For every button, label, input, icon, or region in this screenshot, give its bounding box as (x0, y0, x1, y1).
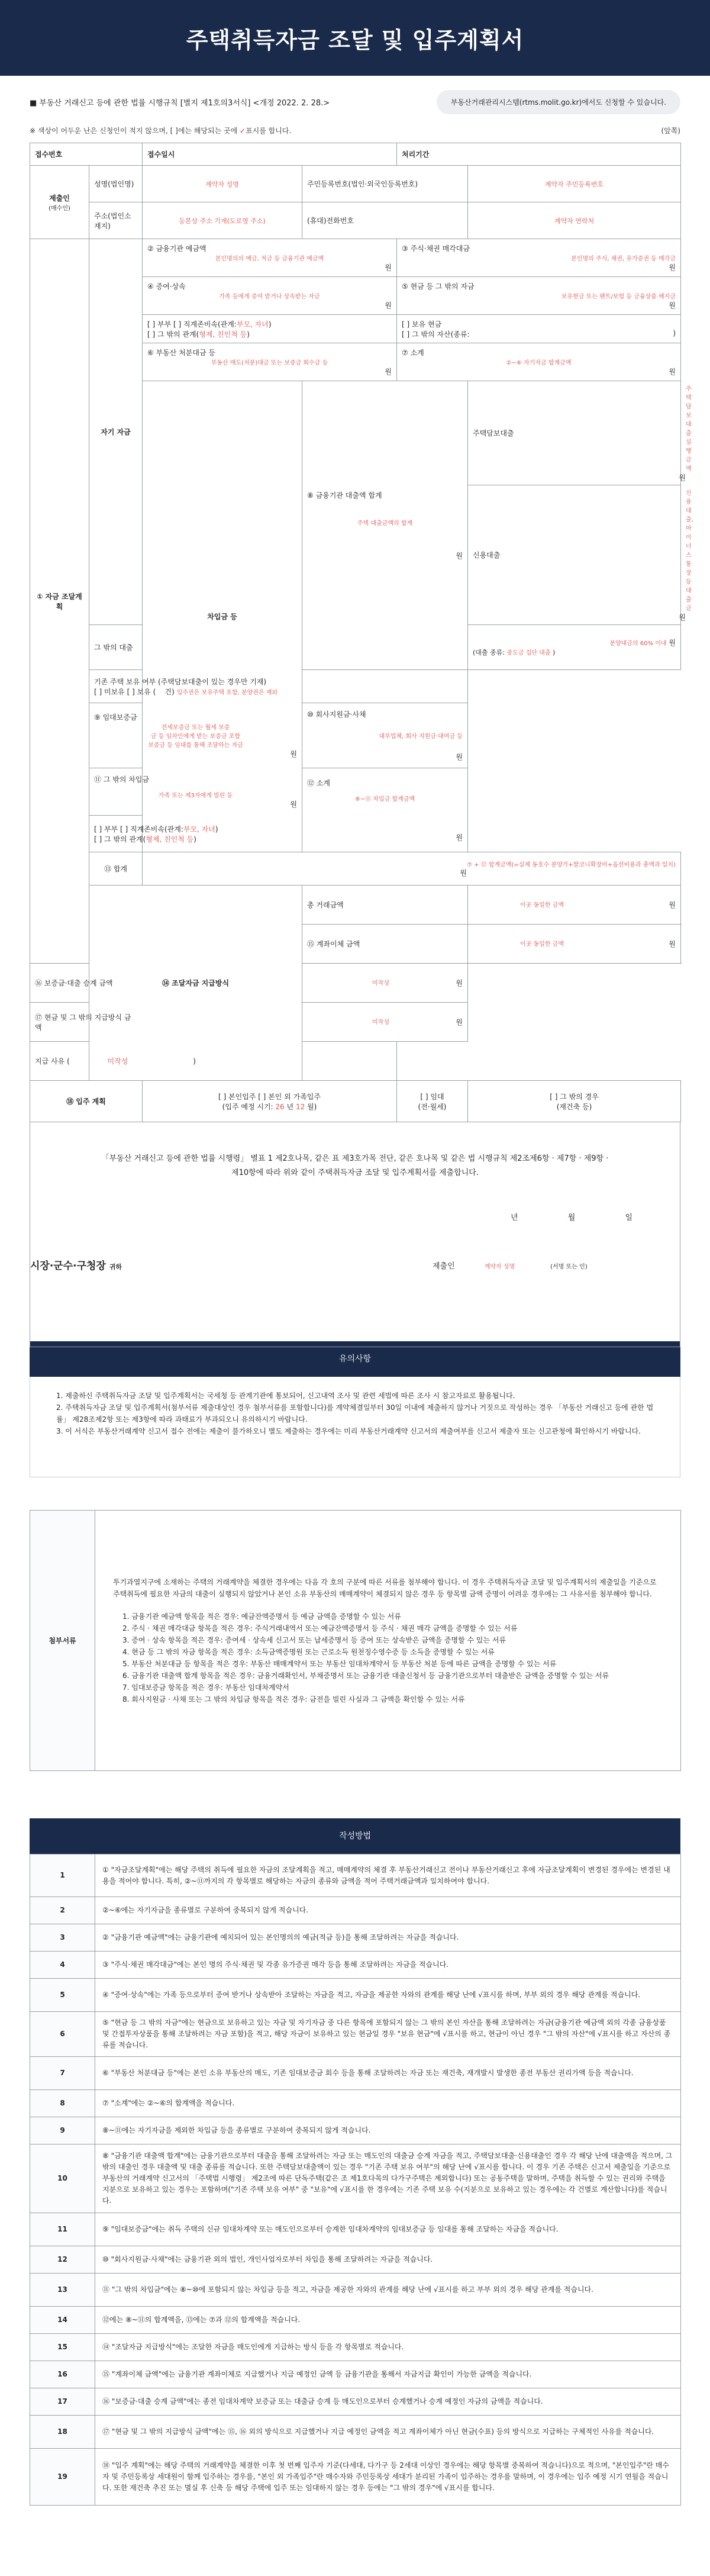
attach-item: 5. 부동산 처분대금 등 항목을 적은 경우: 부동산 매매계약서 또는 부동산 임대차계약서 등 부동산 처분 등에 따른 금액을 증명할 수 있는 서류 (122, 1659, 557, 1668)
method-row (30, 2012, 681, 2057)
gift-relation[interactable]: [ ] 부부 [ ] 직계존비속(관계:부모, 자녀) [ ] 그 밖의 관계(형제, 친인척 등) (143, 315, 397, 343)
field-other-borrowing[interactable]: ⑪ 그 밖의 차입금 가족 또는 제3자에게 빌린 등 원 (89, 768, 302, 816)
method-row (30, 2213, 681, 2246)
method-row (30, 2274, 681, 2307)
name-label: 성명(법인명) (89, 166, 143, 202)
method-title: 작성방법 (30, 1818, 680, 1854)
borrowing-relation[interactable]: [ ] 부부 [ ] 직계존비속(관계:부모, 자녀) [ ] 그 밖의 관계(형제, 친인척 등) (89, 816, 302, 852)
method-text: ⑨ "임대보증금"에는 취득 주택의 신규 임대차계약 또는 매도인으로부터 승계한 임대차계약의 임대보증금 등 임대를 통해 조달하는 자금을 적습니다. (95, 2213, 681, 2246)
method-row (30, 2307, 681, 2334)
payment-label: ⑭ 조달자금 지급방식 (89, 886, 302, 1081)
method-number: 13 (30, 2274, 95, 2307)
method-number: 9 (30, 2117, 95, 2144)
method-number: 15 (30, 2334, 95, 2361)
applicant-label: 제출인 (매수인) (30, 166, 89, 239)
submitter: 제출인 계약자 성명 (서명 또는 인) (433, 1262, 588, 1271)
succession-value[interactable]: 미작성 원 (302, 964, 468, 1003)
other-loan-label: 그 밖의 대출 (89, 625, 143, 670)
method-text: ⑮ "계좌이체 금액"에는 금융기관 계좌이체로 지급했거나 지급 예정인 금액 등 금융기관을 통해서 자금지급 확인이 가능한 금액을 적습니다. (95, 2361, 681, 2388)
attach-item: 4. 현금 등 그 밖의 자금 항목을 적은 경우: 소득금액증명원 또는 근로소득 원천징수영수증 등 소득을 증명할 수 있는 서류 (122, 1647, 495, 1656)
field-bank-loan[interactable]: ⑧ 금융기관 대출액 합계 주택 대출금액의 합계 원 (302, 381, 468, 670)
address-label: 주소(법인소재지) (89, 202, 143, 239)
method-number: 3 (30, 1924, 95, 1952)
method-row (30, 2361, 681, 2388)
method-text: ⑫에는 ⑧~⑪의 합계액을, ⑬에는 ⑦과 ⑫의 합계액을 적습니다. (95, 2307, 681, 2334)
date-line: 년 월 일 (511, 1213, 632, 1222)
method-text: ⑩ "회사지원금·사채"에는 금융기관 외의 법인, 개인사업자로부터 차입을 통해 조달하려는 자금을 적습니다. (95, 2246, 681, 2274)
method-number: 11 (30, 2213, 95, 2246)
method-number: 18 (30, 2416, 95, 2449)
occupancy-other[interactable]: [ ] 그 밖의 경우 (재건축 등) (468, 1081, 681, 1122)
phone-value[interactable]: 계약자 연락처 (468, 202, 681, 239)
front-label: (앞쪽) (661, 127, 680, 135)
declaration-text: 「부동산 거래신고 등에 관한 법률 시행령」 별표 1 제2호나목, 같은 표 제3호가목 전단, 같은 호나목 및 같은 법 시행규칙 제2조제6항 · 제7항 · 제9항 · 제10항에 따라 위와 같이 주택취득자금 조달 및 입주계획서를 제출합니다. (101, 1154, 609, 1177)
method-table (30, 1854, 681, 2506)
total-value: ⑦ + ⑫ 합계금액(=실제 동호수 분양가+발코니확장비+옵션비용과 총액과 일치) 원 (143, 852, 681, 886)
fill-note-row (0, 125, 710, 136)
attach-item: 7. 임대보증금 항목을 적은 경우: 부동산 임대차계약서 (122, 1683, 289, 1692)
method-row (30, 2144, 681, 2213)
method-row (30, 2334, 681, 2361)
method-number: 8 (30, 2090, 95, 2117)
field-deposit[interactable]: ② 금융기관 예금액 본인명의의 예금, 적금 등 금융기관 예금액 원 (143, 239, 397, 277)
field-cash[interactable]: ⑤ 현금 등 그 밖의 자금 보유현금 또는 팬트/보험 등 금융상품 해지금 원 (397, 277, 681, 315)
cash-pay-value[interactable]: 미작성 원 (302, 1003, 468, 1042)
form-table: 접수번호 접수일시 처리기간 제출인 (매수인) 성명(법인명) 계약자 성명 주민등록번호(법인·외국인등록번호) 계약자 주민등록번호 주소(법인소재지) 등본상 주소 기재(도로명 주소) (휴대)전화번호 계약자 연락처 ① 자금 조달계획 자기 자금 ② 금융기관 예금액 본인명의의 예금, 적금 등 금융기관 예금액 원 ③ 주식·채권 매각대금 본인명의 주식, 채권, 유가증권 등 매각금 원 ④ 증여·상속 가족 등에게 증여 받거나 상속받는 자금 원 ⑤ 현금 등 그 밖의 자금 보유현금 또는 팬트/보험 등 금융상품 해지금 원 [ ] 부부 [ ] 직계존비속(관계:부모, 자녀) [ ] 그 밖의 관계(형제, 친인척 등) [ ] 보유 현금 [ ] 그 밖의 자산(종류: ) ⑥ 부동산 처분대금 등 부동산 매도(처분)대금 또는 보증금 회수금 등 원 ⑦ 소계 ②~⑥ 자기자금 합계금액 원 차입금 등 ⑧ 금융기관 대출액 합계 주택 대출금액의 합계 원 주택담보대출 주택담보대출 실행금액 원 신용대출 신용대출, 마이너스통장 등 대출금 원 그 밖의 대출 분양대금의 60% 이내 원 (대출 종류: 중도금 집단 대출 ) 기존 주택 보유 여부 (주택담보대출이 있는 경우만 기재) [ ] 미보유 [ ] 보유 ( 건) 입주권은 보유주택 포함, 분양권은 제외 ⑨ 임대보증금 전세보증금 또는 월세 보증 금 등 임차인에게 받는 보증금 포함 보증금 등 임대를 통해 조달하는 자금 원 ⑩ 회사지원금·사채 대부업체, 회사 지원금·대여금 등 원 ⑪ 그 밖의 차입금 가족 또는 제3자에게 빌린 등 원 ⑫ 소계 ⑧~⑪ 차입금 합계금액 원 [ ] 부부 [ ] 직계존비속(관계:부모, 자녀) [ ] 그 밖의 관계(형제, 친인척 등) ⑬ 합계 ⑦ + ⑫ 합계금액(=실제 동호수 분양가+발코니확장비+옵션비용과 총액과 일치) 원 ⑭ 조달자금 지급방식 총 거래금액 이곳 동일한 금액 원 ⑮ 계좌이체 금액 이곳 동일한 금액 원 ⑯ 보증금·대출 승계 금액 미작성 원 ⑰ 현금 및 그 밖의 지급방식 금액 미작성 원 지급 사유 ( 미작성 ) ⑱ 입주 계획 [ ] 본인입주 [ ] 본인 외 가족입주 (입주 예정 시기: 26 년 12 월) [ ] 임대 (전·월세) [ ] 그 밖의 경우 (재건축 등) (30, 143, 681, 1122)
method-row (30, 2090, 681, 2117)
method-text: ⑥ "부동산 처분대금 등"에는 본인 소유 부동산의 매도, 기존 임대보증금 회수 등을 통해 조달하려는 자금 또는 재건축, 재개발시 발생한 종전 부동산 권리가액 등을 적습니다. (95, 2057, 681, 2090)
method-row (30, 1897, 681, 1924)
method-number: 17 (30, 2388, 95, 2416)
method-row (30, 1924, 681, 1952)
method-number: 12 (30, 2246, 95, 2274)
method-text: ① "자금조달계획"에는 해당 주택의 취득에 필요한 자금의 조달계획을 적고, 매매계약의 체결 후 부동산거래신고 전이나 부동산거래신고 후에 자금조달계획이 변경된 경우에는 변경된 내용을 적어야 합니다. 특히, ②~⑪까지의 각 항목별로 해당하는 자금의 종류와 금액을 적어 주택거래금액과 일치하여야 합니다. (95, 1854, 681, 1897)
method-text: ⑤ "현금 등 그 밖의 자금"에는 현금으로 보유하고 있는 자금 및 자기자금 중 다른 항목에 포함되지 않는 그 밖의 본인 자산을 통해 조달하려는 자금(금융기관 예금액 외의 각종 금융상품 및 간접투자상품을 통해 조달하려는 자금 포함)을 적고, 해당 자금이 보유하고 있는 현금일 경우 "보유 현금"에 √표시를 하고, 현금이 아닌 경우 "그 밖의 자산"에 √표시를 하고 자산의 종류를 적습니다. (95, 2012, 681, 2057)
attach-item: 3. 증여 · 상속 항목을 적은 경우: 증여세 · 상속세 신고서 또는 납세증명서 등 증여 또는 상속받은 금액을 증명할 수 있는 서류 (122, 1635, 506, 1644)
declaration-box (30, 1122, 680, 1347)
method-text: ⑱ "입주 계획"에는 해당 주택의 거래계약을 체결한 이후 첫 번째 입주자 기준(다세대, 다가구 등 2세대 이상인 경우에는 해당 항목별 중복하여 적습니다)으로 적으며, "본인입주"란 매수자 및 주민등록상 세대원이 함께 입주하는 경우를, "본인 외 가족입주"란 매수자와 주민등록상 세대가 분리된 가족이 입주하는 경우를 말하며, 이 경우에는 입주 예정 시기 연월을 적습니다. 또한 재건축 추진 또는 멸실 후 신축 등 해당 주택에 입주 또는 임대하지 않는 경우 등에는 "그 밖의 경우"에 √표시를 합니다. (95, 2449, 681, 2506)
method-number: 7 (30, 2057, 95, 2090)
credit-label: 신용대출 (468, 485, 681, 625)
payment-total-label: 총 거래금액 (302, 886, 468, 925)
method-number: 1 (30, 1854, 95, 1897)
transfer-label: ⑮ 계좌이체 금액 (302, 925, 468, 964)
method-text: ⑪ "그 밖의 차입금"에는 ⑧~⑩에 포함되지 않는 차입금 등을 적고, 자금을 제공한 자와의 관계를 해당 난에 √표시를 하고 부부 외의 경우 해당 관계를 적습니다. (95, 2274, 681, 2307)
method-text: ②~⑥에는 자기자금을 종류별로 구분하여 중복되지 않게 적습니다. (95, 1897, 681, 1924)
loan-funds-label: 차입금 등 (143, 381, 302, 852)
method-number: 4 (30, 1952, 95, 1979)
fill-note: ※ 색상이 어두운 난은 신청인이 적지 않으며, [ ]에는 해당되는 곳에 ✓표시를 합니다. (30, 127, 292, 135)
plan-label: ① 자금 조달계획 (30, 239, 89, 964)
online-link[interactable]: 부동산거래관리시스템(rtms.molit.go.kr)에서도 신청할 수 있습니다. (437, 90, 680, 114)
pay-reason[interactable]: 지급 사유 ( 미작성 ) (30, 1042, 397, 1081)
method-number: 2 (30, 1897, 95, 1924)
address-value[interactable]: 등본상 주소 기재(도로명 주소) (143, 202, 302, 239)
notice-item: 3. 이 서식은 부동산거래계약 신고서 접수 전에는 제출이 불가하오니 별도 제출하는 경우에는 미리 부동산거래계약 신고서의 제출여부를 신고서 제출자 또는 신고관청에 확인하시기 바랍니다. (56, 1427, 641, 1435)
method-number: 14 (30, 2307, 95, 2334)
method-number: 5 (30, 1979, 95, 2012)
law-row (0, 89, 710, 115)
check-icon: ✓ (240, 127, 246, 135)
field-subtotal-loan: ⑫ 소계 ⑧~⑪ 차입금 합계금액 원 (302, 768, 468, 852)
field-company-loan[interactable]: ⑩ 회사지원금·사채 대부업체, 회사 지원금·대여금 등 원 (302, 703, 468, 768)
transfer-value[interactable]: 이곳 동일한 금액 원 (468, 925, 681, 964)
method-row (30, 2449, 681, 2506)
method-text: ② "금융기관 예금액"에는 금융기관에 예치되어 있는 본인명의의 예금(적금 등)을 통해 조달하려는 자금을 적습니다. (95, 1924, 681, 1952)
page-title: 주택취득자금 조달 및 입주계획서 (186, 27, 524, 53)
law-basis: ■ 부동산 거래신고 등에 관한 법률 시행규칙 [별지 제1호의3서식] <개정 2022. 2. 28.> (30, 98, 330, 108)
notice-item: 1. 제출하신 주택취득자금 조달 및 입주계획서는 국세청 등 관계기관에 통보되어, 신고내역 조사 및 관련 세법에 따른 조사 시 참고자료로 활용됩니다. (56, 1392, 515, 1400)
field-lease-deposit[interactable]: ⑨ 임대보증금 전세보증금 또는 월세 보증 금 등 임차인에게 받는 보증금 포함 보증금 등 임대를 통해 조달하는 자금 원 (89, 703, 302, 768)
attach-item: 1. 금융기관 예금액 항목을 적은 경우: 예금잔액증명서 등 예금 금액을 증명할 수 있는 서류 (122, 1612, 401, 1621)
method-row (30, 1952, 681, 1979)
occupancy-lease[interactable]: [ ] 임대 (전·월세) (397, 1081, 468, 1122)
field-gift[interactable]: ④ 증여·상속 가족 등에게 증여 받거나 상속받는 자금 원 (143, 277, 397, 315)
method-text: ⑭ "조달자금 지급방식"에는 조달한 자금을 매도인에게 지급하는 방식 등을 각 항목별로 적습니다. (95, 2334, 681, 2361)
method-row (30, 2388, 681, 2416)
processing-period: 처리기간 (397, 143, 681, 166)
attach-label: 첨부서류 (30, 1511, 95, 1771)
payment-total-value[interactable]: 이곳 동일한 금액 원 (468, 886, 681, 925)
method-text: ⑦ "소계"에는 ②~⑥의 합계액을 적습니다. (95, 2090, 681, 2117)
attach-item: 8. 회사지원금 · 사채 또는 그 밖의 차입금 항목을 적은 경우: 금전을 빌린 사실과 그 금액을 확인할 수 있는 서류 (122, 1695, 465, 1704)
method-row (30, 1979, 681, 2012)
method-number: 16 (30, 2361, 95, 2388)
method-text: ⑧ "금융기관 대출액 합계"에는 금융기관으로부터 대출을 통해 조달하려는 자금 또는 매도인의 대출금 승계 자금을 적고, 주택담보대출·신용대출인 경우 각 해당 난에 대출액을 적으며, 그 밖의 대출인 경우 대출액 및 대출 종류를 적습니다. 또한 주택담보대출액이 있는 경우 "기존 주택 보유 여부"의 해당 난에 √표시를 합니다. 이 경우 기존 주택은 신고서 제출일을 기준으로 부동산의 거래계약 신고서의 「주택법 시행령」 제2조에 따른 단독주택(같은 조 제1호다목의 다가구주택은 제외합니다) 또는 공동주택을 말하며, 주택을 취득할 수 있는 권리와 주택을 지분으로 보유하고 있는 경우는 포함하며("기존 주택 보유 여부" 중 "보유"에 √표시를 한 경우에는 기존 주택 보유 수(지분으로 보유하고 있는 경우에는 각 건별로 계산합니다)를 적습니다. (95, 2144, 681, 2213)
field-stock[interactable]: ③ 주식·채권 매각대금 본인명의 주식, 채권, 유가증권 등 매각금 원 (397, 239, 681, 277)
header-row (30, 143, 681, 166)
method-row (30, 1854, 681, 1897)
attach-item: 6. 금융기관 대출액 합계 항목을 적은 경우: 금융거래확인서, 부채증명서 또는 금융기관 대출신청서 등 금융기관으로부터 대출받은 금액을 증명할 수 있는 서류 (122, 1671, 609, 1680)
field-subtotal-own: ⑦ 소계 ②~⑥ 자기자금 합계금액 원 (397, 343, 681, 381)
notice-box (30, 1377, 680, 1477)
attach-content: 투기과열지구에 소재하는 주택의 거래계약을 체결한 경우에는 다음 각 호의 구분에 따른 서류를 첨부해야 합니다. 이 경우 주택취득자금 조달 및 입주계획서의 제출일을 기준으로 주택취득에 필요한 자금의 대출이 실행되지 않았거나 본인 소유 부동산의 매매계약이 체결되지 않은 경우 등 항목별 금액 증명이 어려운 경우에는 그 사유서를 첨부해야 합니다. 1. 금융기관 예금액 항목을 적은 경우: 예금잔액증명서 등 예금 금액을 증명할 수 있는 서류 2. 주식 · 채권 매각대금 항목을 적은 경우: 주식거래내역서 또는 예금잔액증명서 등 주식 · 채권 매각 금액을 증명할 수 있는 서류 3. 증여 · 상속 항목을 적은 경우: 증여세 · 상속세 신고서 또는 납세증명서 등 증여 또는 상속받은 금액을 증명할 수 있는 서류 4. 현금 등 그 밖의 자금 항목을 적은 경우: 소득금액증명원 또는 근로소득 원천징수영수증 등 소득을 증명할 수 있는 서류 5. 부동산 처분대금 등 항목을 적은 경우: 부동산 매매계약서 또는 부동산 임대차계약서 등 부동산 처분 등에 따른 금액을 증명할 수 있는 서류 6. 금융기관 대출액 합계 항목을 적은 경우: 금융거래확인서, 부채증명서 또는 금융기관 대출신청서 등 금융기관으로부터 대출받은 금액을 증명할 수 있는 서류 7. 임대보증금 항목을 적은 경우: 부동산 임대차계약서 8. 회사지원금 · 사채 또는 그 밖의 차입금 항목을 적은 경우: 금전을 빌린 사실과 그 금액을 확인할 수 있는 서류 (95, 1511, 681, 1771)
method-number: 6 (30, 2012, 95, 2057)
existing-house[interactable]: 기존 주택 보유 여부 (주택담보대출이 있는 경우만 기재) [ ] 미보유 [ ] 보유 ( 건) 입주권은 보유주택 포함, 분양권은 제외 (89, 670, 468, 703)
method-row (30, 2117, 681, 2144)
method-row (30, 2057, 681, 2090)
attach-table (30, 1510, 681, 1771)
notice-title: 유의사항 (30, 1341, 680, 1377)
own-funds-label: 자기 자금 (89, 239, 143, 625)
other-loan-value[interactable]: 분양대금의 60% 이내 원 (대출 종류: 중도금 집단 대출 ) (468, 625, 681, 670)
receipt-date: 접수일시 (143, 143, 397, 166)
cash-type[interactable]: [ ] 보유 현금 [ ] 그 밖의 자산(종류: ) (397, 315, 681, 343)
succession-label: ⑯ 보증금·대출 승계 금액 (30, 964, 143, 1003)
method-text: ③ "주식·채권 매각대금"에는 본인 명의 주식·채권 및 각종 유가증권 매각 등을 통해 조달하려는 자금을 적습니다. (95, 1952, 681, 1979)
phone-label: (휴대)전화번호 (302, 202, 468, 239)
recipient: 시장·군수·구청장 귀하 (30, 1260, 122, 1272)
mortgage-label: 주택담보대출 (468, 381, 681, 485)
cash-pay-label: ⑰ 현금 및 그 밖의 지급방식 금액 (30, 1003, 143, 1042)
receipt-no: 접수번호 (30, 143, 143, 166)
id-label: 주민등록번호(법인·외국인등록번호) (302, 166, 468, 202)
total-label: ⑬ 합계 (89, 852, 143, 886)
notice-item: 2. 주택취득자금 조달 및 입주계획서(첨부서류 제출대상인 경우 첨부서류를 포함합니다)를 계약체결일부터 30일 이내에 제출하지 않거나 거짓으로 작성하는 경우 「부동산 거래신고 등에 관한 법률」 제28조제2항 또는 제3항에 따라 과태료가 부과되오니 유의하시기 바랍니다. (56, 1403, 654, 1424)
method-row (30, 2246, 681, 2274)
method-row (30, 2416, 681, 2449)
method-number: 19 (30, 2449, 95, 2506)
attach-item: 2. 주식 · 채권 매각대금 항목을 적은 경우: 주식거래내역서 또는 예금잔액증명서 등 주식 · 채권 매각 금액을 증명할 수 있는 서류 (122, 1624, 518, 1632)
method-text: ⑧~⑪에는 자기자금을 제외한 차입금 등을 종류별로 구분하여 중복되지 않게 적습니다. (95, 2117, 681, 2144)
method-number: 10 (30, 2144, 95, 2213)
method-text: ⑰ "현금 및 그 밖의 지급방식 금액"에는 ⑮, ⑯ 외의 방식으로 지급했거나 지급 예정인 금액을 적고 계좌이체가 아닌 현금(수표) 등의 방식으로 지급하는 구체적인 사유를 적습니다. (95, 2416, 681, 2449)
name-value[interactable]: 계약자 성명 (143, 166, 302, 202)
occupancy-self[interactable]: [ ] 본인입주 [ ] 본인 외 가족입주 (입주 예정 시기: 26 년 12 월) (143, 1081, 397, 1122)
occupancy-label: ⑱ 입주 계획 (30, 1081, 143, 1122)
method-text: ⑯ "보증금·대출 승계 금액"에는 종전 임대차계약 보증금 또는 대출금 승계 등 매도인으로부터 승계했거나 승계 예정인 자금의 금액을 적습니다. (95, 2388, 681, 2416)
method-text: ④ "증여·상속"에는 가족 등으로부터 증여 받거나 상속받아 조달하는 자금을 적고, 자금을 제공한 자와의 관계를 해당 난에 √표시를 하며, 부부 외의 경우 해당 관계를 적습니다. (95, 1979, 681, 2012)
title-banner (0, 0, 710, 76)
field-disposal[interactable]: ⑥ 부동산 처분대금 등 부동산 매도(처분)대금 또는 보증금 회수금 등 원 (143, 343, 397, 381)
id-value[interactable]: 계약자 주민등록번호 (468, 166, 681, 202)
